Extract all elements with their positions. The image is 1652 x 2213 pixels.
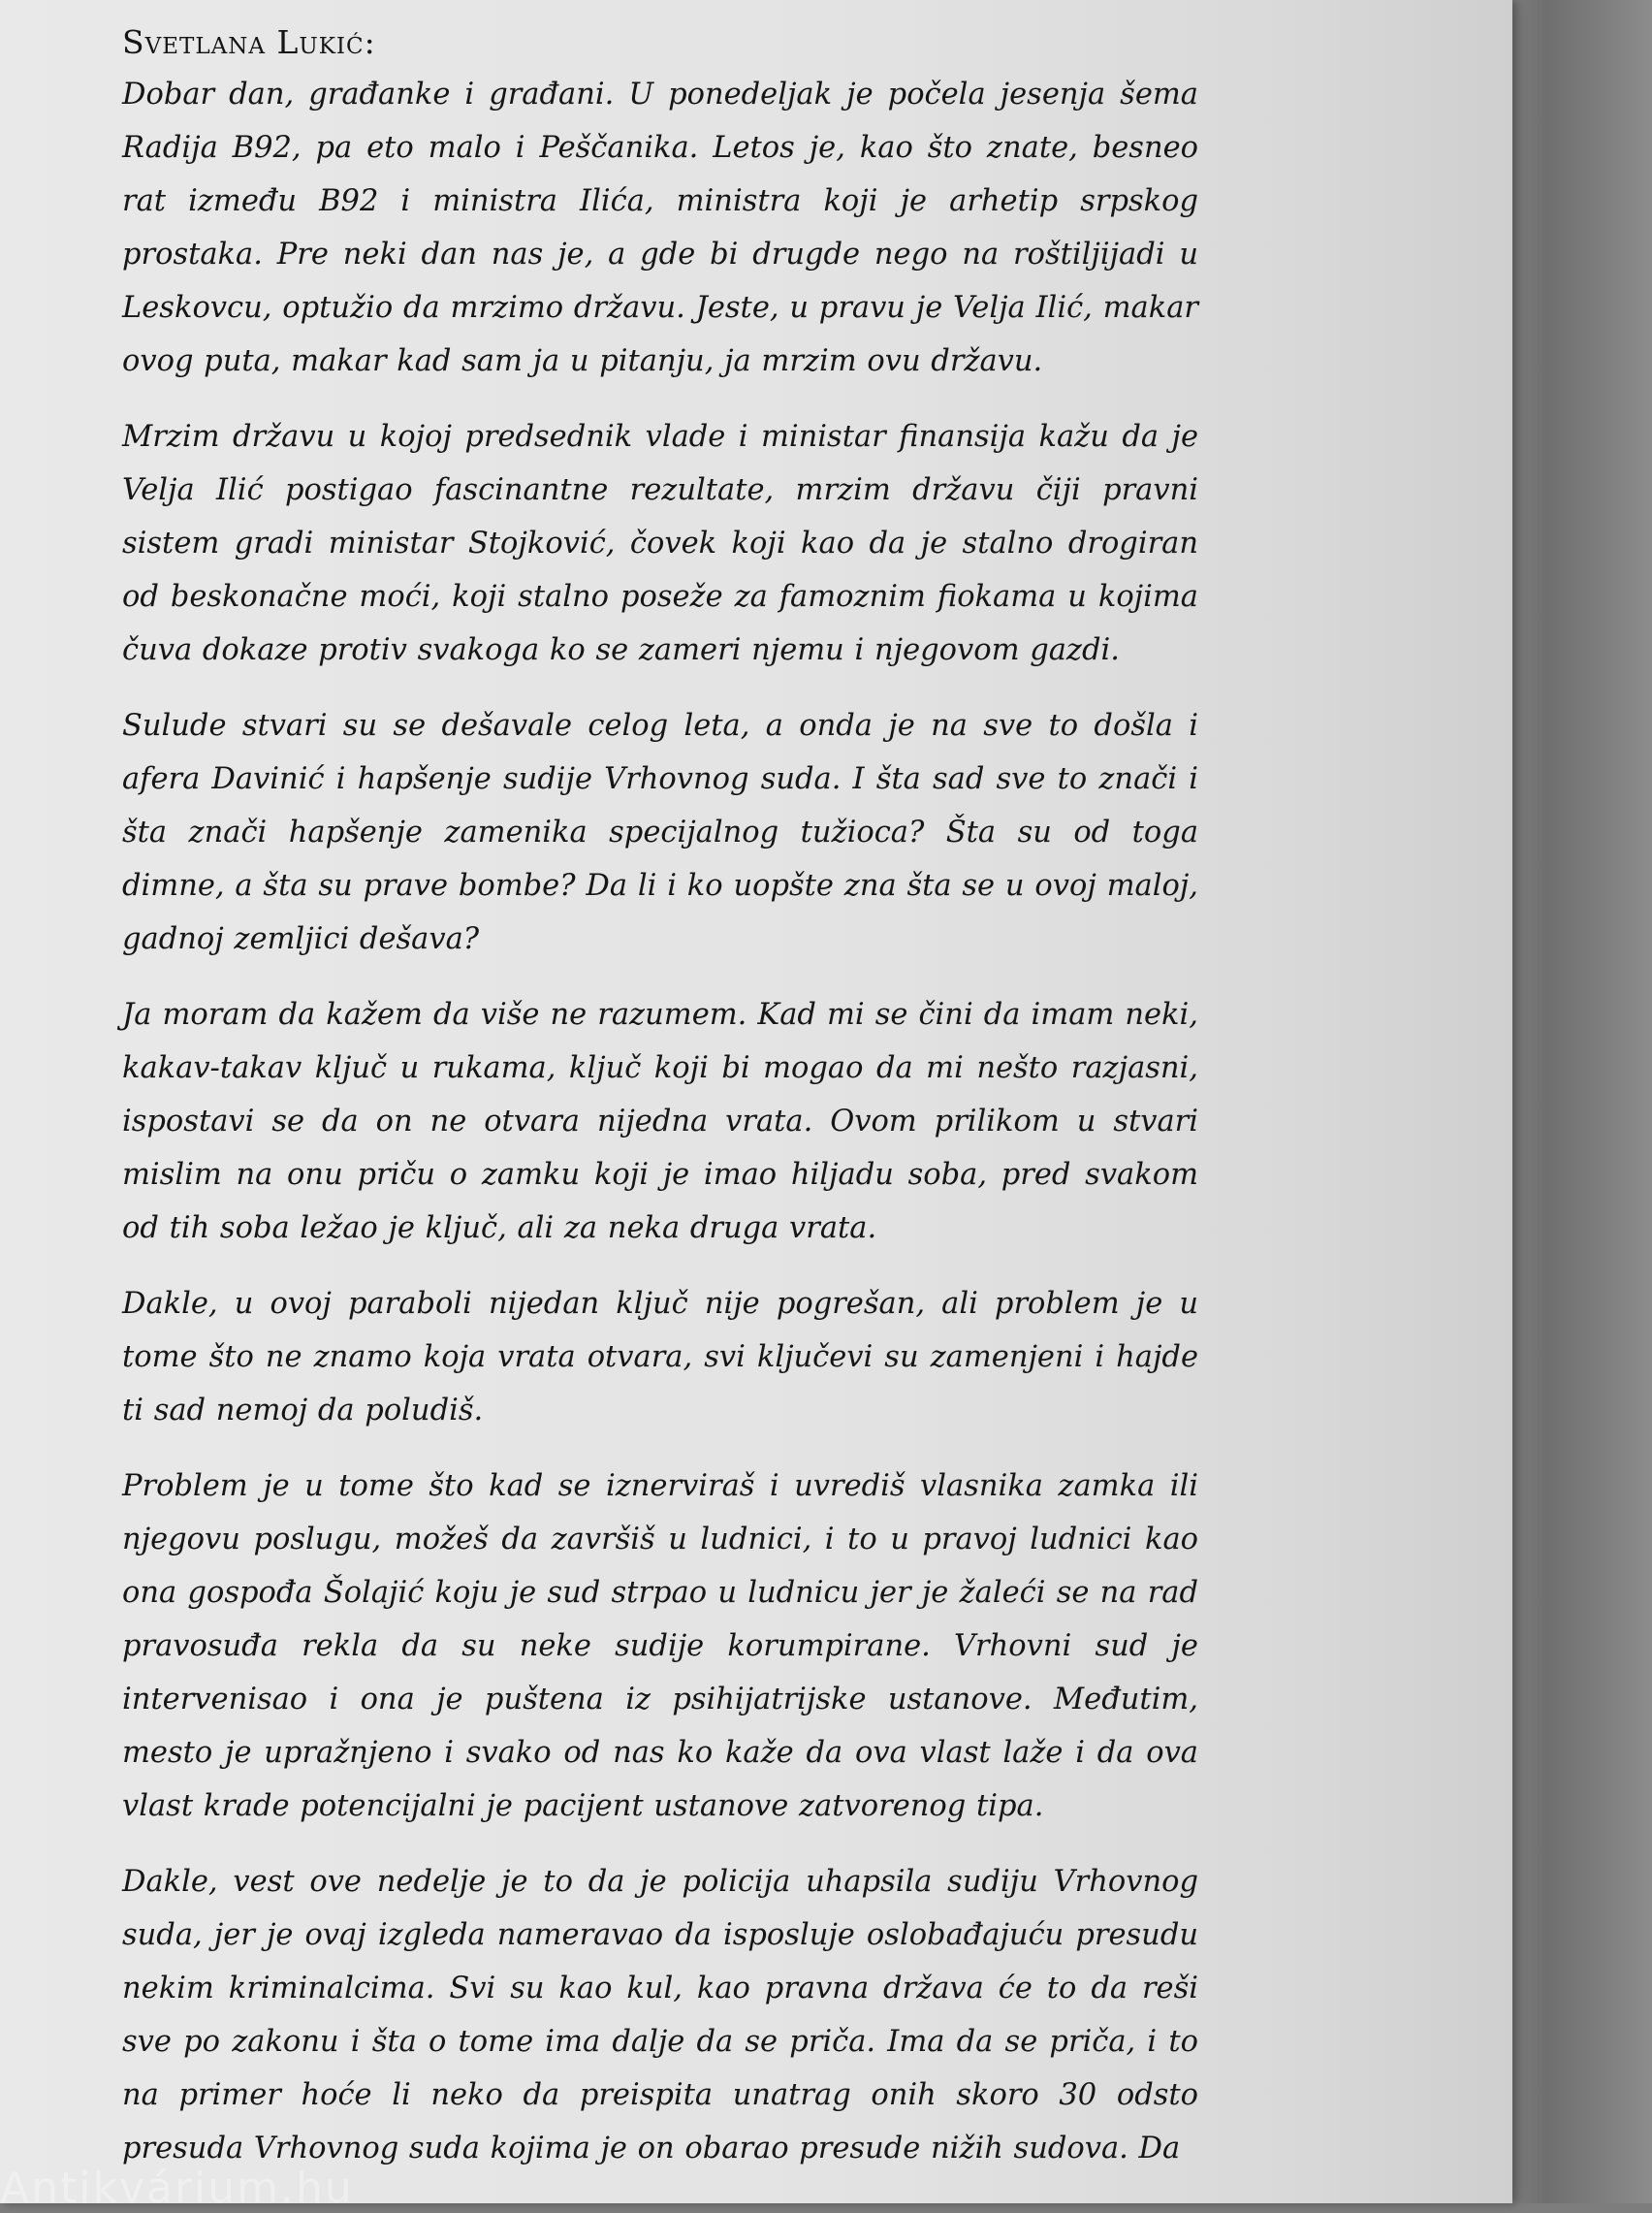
- watermark: Antikvárium.hu: [0, 2164, 354, 2213]
- paragraph-2: Mrzim državu u kojoj predsednik vlade i ministar finansija kažu da je Velja Ilić postigao fascinantne rezultate, mrzim državu čiji pravni sistem gradi ministar Stojković, čovek koji kao da je stalno drogiran od beskonačne moći, koji stalno poseže za famoznim fiokama u kojima čuva dokaze protiv svakoga ko se zameri njemu i njegovom gazdi.: [122, 420, 1198, 667]
- paragraph-3: Sulude stvari su se dešavale celog leta, a onda je na sve to došla i afera Davinić i hapšenje sudije Vrhovnog suda. I šta sad sve to znači i šta znači hapšenje zamenika specijalnog tužioca? Šta su od toga dimne, a šta su prave bombe? Da li i ko uopšte zna šta se u ovoj maloj, gadnoj zemljici dešava?: [122, 709, 1198, 956]
- paragraph-7: Dakle, vest ove nedelje je to da je policija uhapsila sudiju Vrhovnog suda, jer je ovaj izgleda nameravao da isposluje oslobađajuću presudu nekim kriminalcima. Svi su kao kul, kao pravna država će to da reši sve po zakonu i šta o tome ima dalje da se priča. Ima da se priča, i to na primer hoće li neko da preispita unatrag onih skoro 30 odsto presuda Vrhovnog suda kojima je on obarao presude nižih sudova. Da: [122, 1865, 1198, 2165]
- paragraph-4: Ja moram da kažem da više ne razumem. Kad mi se čini da imam neki, kakav-takav ključ u rukama, ključ koji bi mogao da mi nešto razjasni, ispostavi se da on ne otvara nijedna vrata. Ovom prilikom u stvari mislim na onu priču o zamku koji je imao hiljadu soba, pred svakom od tih soba ležao je ključ, ali za neka druga vrata.: [122, 998, 1198, 1245]
- paragraph-6: Problem je u tome što kad se iznerviraš i uvrediš vlasnika zamka ili njegovu poslugu, možeš da završiš u ludnici, i to u pravoj ludnici kao ona gospođa Šolajić koju je sud strpao u ludnicu jer je žaleći se na rad pravosuđa rekla da su neke sudije korumpirane. Vrhovni sud je intervenisao i ona je puštena iz psihijatrijske ustanove. Međutim, mesto je upražnjeno i svako od nas ko kaže da ova vlast laže i da ova vlast krade potencijalni je pacijent ustanove zatvorenog tipa.: [122, 1469, 1198, 1823]
- paragraph-5: Dakle, u ovoj paraboli nijedan ključ nije pogrešan, ali problem je u tome što ne znamo koja vrata otvara, svi ključevi su zamenjeni i hajde ti sad nemoj da poludiš.: [122, 1287, 1198, 1427]
- paragraph-1: Dobar dan, građanke i građani. U ponedeljak je počela jesenja šema Radija B92, pa eto malo i Peščanika. Letos je, kao što znate, besneo rat između B92 i ministra Ilića, ministra koji je arhetip srpskog prostaka. Pre neki dan nas je, a gde bi drugde nego na roštiljijadi u Leskovcu, optužio da mrzimo državu. Jeste, u pravu je Velja Ilić, makar ovog puta, makar kad sam ja u pitanju, ja mrzim ovu državu.: [122, 78, 1198, 378]
- page-text: [122, 17, 1198, 2197]
- speaker-name: Svetlana Lukić:: [122, 23, 376, 61]
